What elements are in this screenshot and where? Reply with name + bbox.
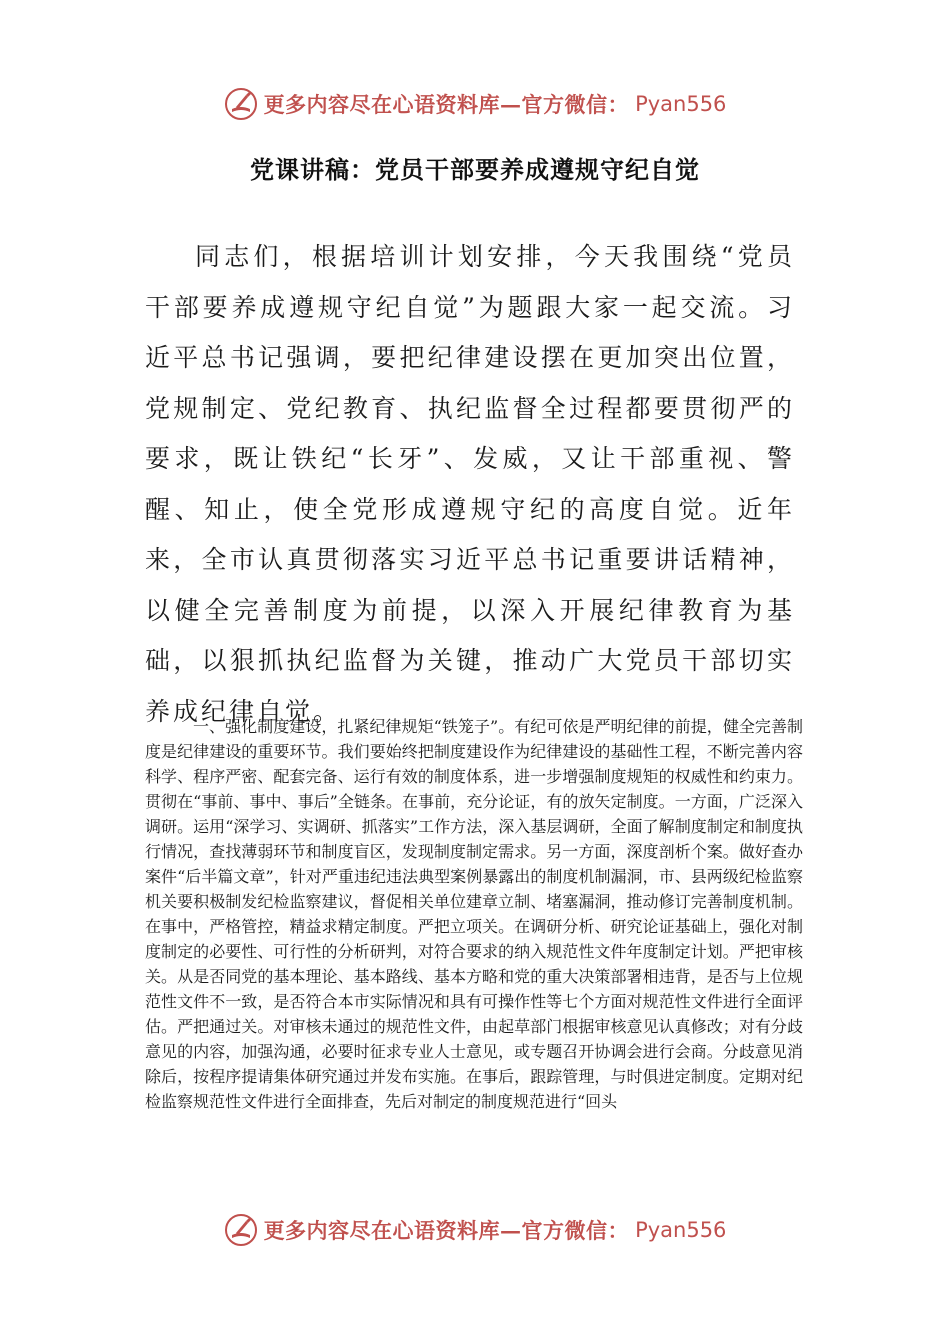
banner-text: 更多内容尽在心语资料库—官方微信：: [263, 1218, 630, 1243]
page-title: 党课讲稿：党员干部要养成遵规守纪自觉: [250, 155, 700, 184]
footer-banner: [0, 1210, 950, 1250]
book-pen-logo-icon: [224, 87, 258, 121]
header-banner: [0, 84, 950, 124]
banner-account: Pyan556: [635, 92, 727, 116]
section-1-paragraph: 一、强化制度建设，扎紧纪律规矩“铁笼子”。有纪可依是严明纪律的前提，健全完善制度是纪律建设的重要环节。我们要始终把制度建设作为纪律建设的基础性工程，不断完善内容科学、程序严密、配套完备、运行有效的制度体系，进一步增强制度规矩的权威性和约束力。贯彻在“事前、事中、事后”全链条。在事前，充分论证，有的放矢定制度。一方面，广泛深入调研。运用“深学习、实调研、抓落实”工作方法，深入基层调研，全面了解制度制定和制度执行情况，查找薄弱环节和制度盲区，发现制度制定需求。另一方面，深度剖析个案。做好查办案件“后半篇文章”，针对严重违纪违法典型案例暴露出的制度机制漏洞，市、县两级纪检监察机关要积极制发纪检监察建议，督促相关单位建章立制、堵塞漏洞，推动修订完善制度机制。在事中，严格管控，精益求精定制度。严把立项关。在调研分析、研究论证基础上，强化对制度制定的必要性、可行性的分析研判，对符合要求的纳入规范性文件年度制定计划。严把审核关。从是否同党的基本理论、基本路线、基本方略和党的重大决策部署相违背，是否与上位规范性文件不一致，是否符合本市实际情况和具有可操作性等七个方面对规范性文件进行全面评估。严把通过关。对审核未通过的规范性文件，由起草部门根据审核意见认真修改；对有分歧意见的内容，加强沟通，必要时征求专业人士意见，或专题召开协调会进行会商。分歧意见消除后，按程序提请集体研究通过并发布实施。在事后，跟踪管理，与时俱进定制度。定期对纪检监察规范性文件进行全面排查，先后对制定的制度规范进行“回头: [145, 717, 803, 1111]
book-pen-logo-icon: [224, 1213, 258, 1247]
banner-text: 更多内容尽在心语资料库—官方微信：: [263, 92, 630, 117]
banner-account: Pyan556: [635, 1218, 727, 1242]
intro-paragraph: 同志们，根据培训计划安排，今天我围绕“党员干部要养成遵规守纪自觉”为题跟大家一起交流。习近平总书记强调，要把纪律建设摆在更加突出位置，党规制定、党纪教育、执纪监督全过程都要贯彻严的要求，既让铁纪“长牙”、发威，又让干部重视、警醒、知止，使全党形成遵规守纪的高度自觉。近年来，全市认真贯彻落实习近平总书记重要讲话精神，以健全完善制度为前提，以深入开展纪律教育为基础，以狠抓执纪监督为关键，推动广大党员干部切实养成纪律自觉。: [145, 242, 795, 726]
